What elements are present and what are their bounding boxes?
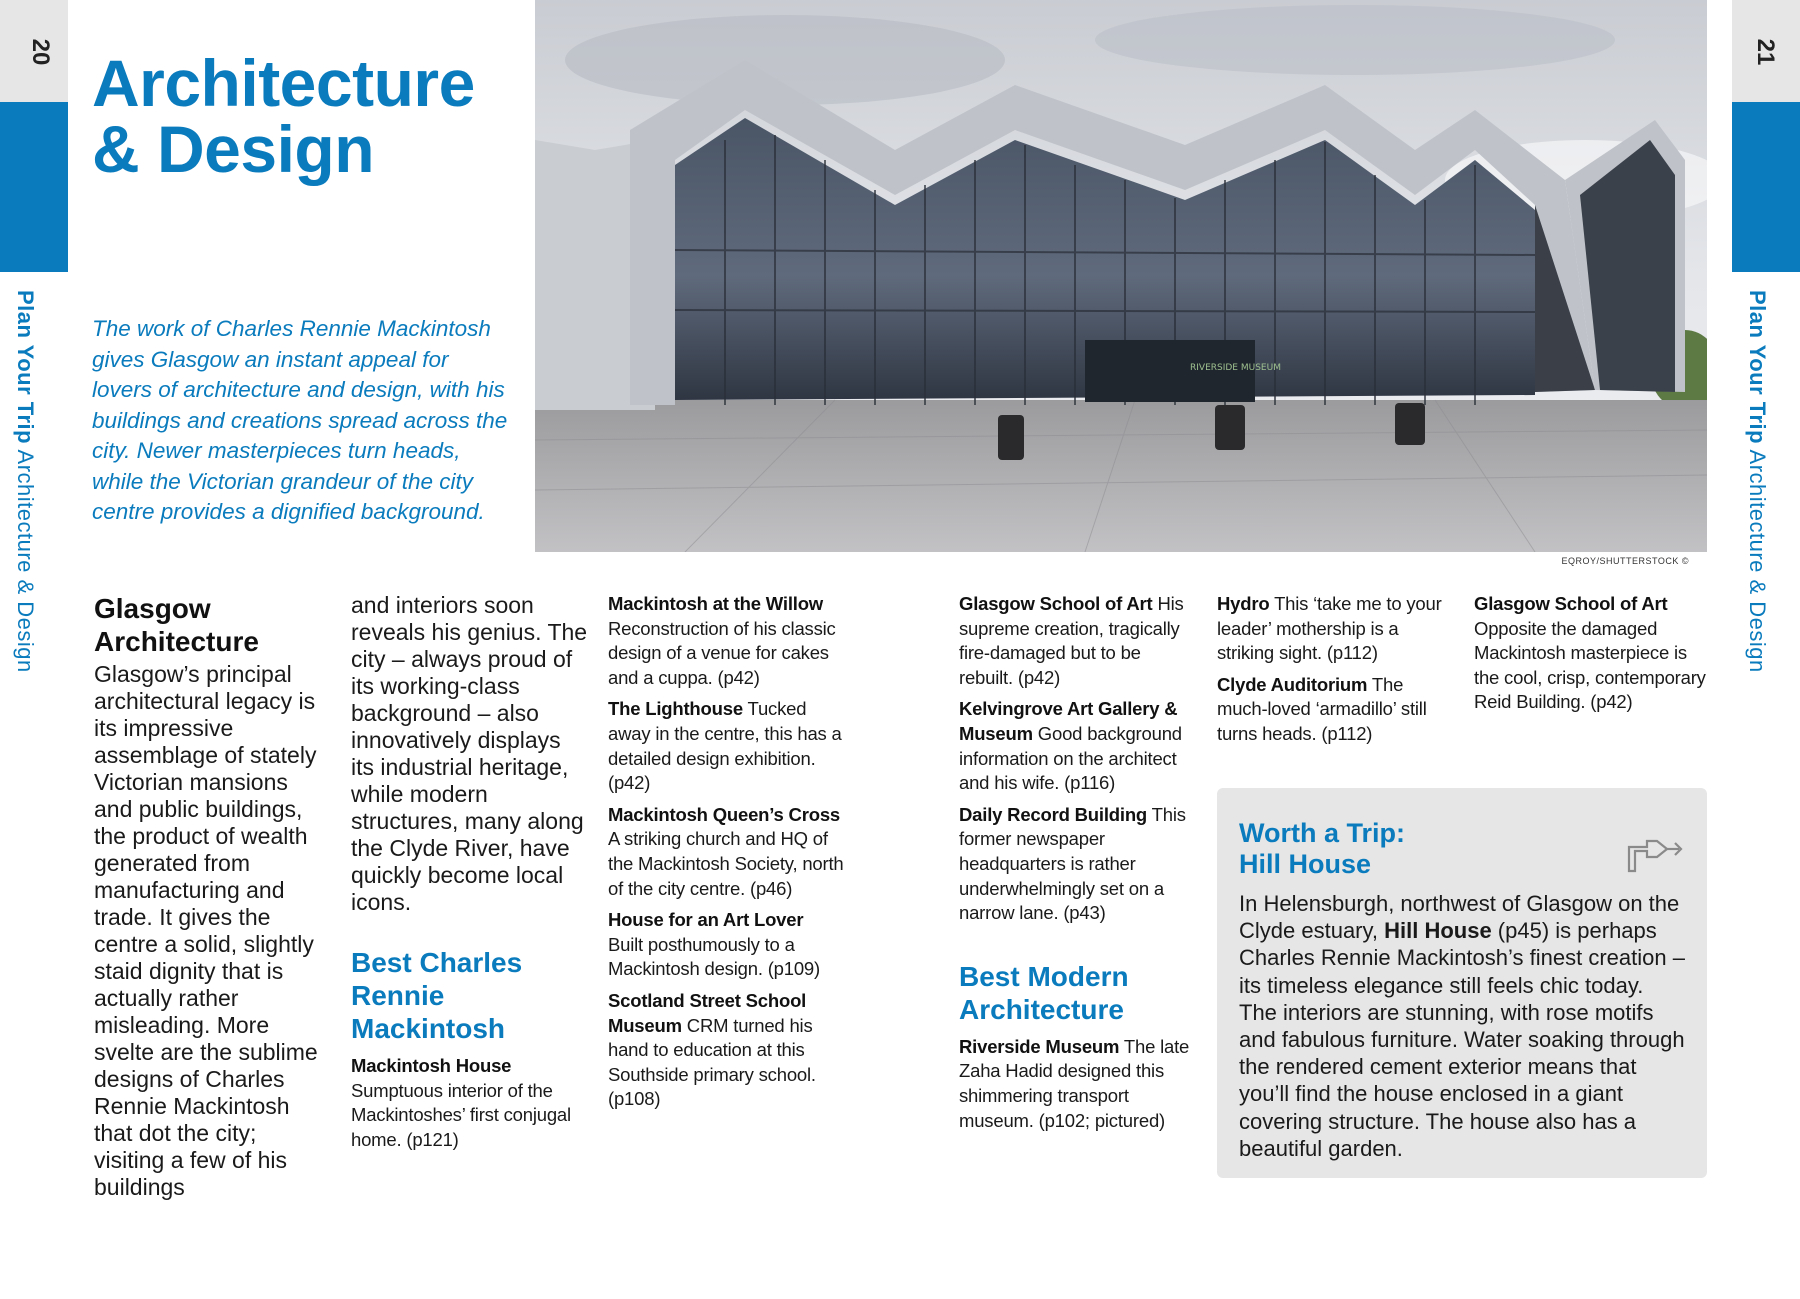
column-4 xyxy=(959,592,1199,1140)
list-item xyxy=(608,697,848,795)
column-2 xyxy=(351,592,589,1159)
entry-name: Mackintosh Queen’s Cross xyxy=(608,803,840,825)
entry-name: Kelvingrove Art Gallery & Museum xyxy=(959,698,1178,744)
list-item xyxy=(959,592,1199,690)
entry-desc: The late Zaha Hadid designed this shimmering transport museum. (p102; pictured) xyxy=(959,1035,1190,1131)
right-color-tab xyxy=(1732,102,1800,272)
column-5 xyxy=(1217,592,1455,754)
list-item xyxy=(959,1035,1199,1133)
hill-house-bold: Hill House xyxy=(1384,918,1492,944)
entry-desc: Tucked away in the centre, this has a detailed design exhibition. (p42) xyxy=(608,698,842,794)
left-side-running-head xyxy=(12,290,38,673)
right-chapter-label: Architecture & Design xyxy=(1745,449,1770,673)
entry-desc: Sumptuous interior of the Mackintoshes’ first conjugal home. (p121) xyxy=(351,1079,571,1150)
list-item xyxy=(1217,673,1455,747)
entry-desc: This former newspaper headquarters is rather underwhelmingly set on a narrow lane. (p43) xyxy=(959,803,1186,924)
list-item xyxy=(608,592,848,690)
list-item xyxy=(608,803,848,901)
list-item xyxy=(351,1054,589,1152)
entry-name: Mackintosh House xyxy=(351,1055,512,1076)
entry-name: House for an Art Lover xyxy=(608,909,804,931)
column-6 xyxy=(1474,592,1706,722)
entry-desc: Reconstruction of his classic design of a venue for cakes and a cuppa. (p42) xyxy=(608,617,836,688)
list-item xyxy=(1217,592,1455,666)
detour-arrow-icon xyxy=(1627,833,1685,878)
entry-desc: The much-loved ‘armadillo’ still turns heads. (p112) xyxy=(1217,673,1427,744)
right-side-running-head xyxy=(1744,290,1770,673)
entry-name: Clyde Auditorium xyxy=(1217,673,1368,695)
entry-name: Mackintosh at the Willow xyxy=(608,593,823,614)
entry-desc: CRM turned his hand to education at this Southside primary school. (p108) xyxy=(608,1014,816,1110)
entry-desc: A striking church and HQ of the Mackintosh Society, north of the city centre. (p46) xyxy=(608,828,844,899)
list-item xyxy=(959,803,1199,926)
glasgow-architecture-heading: Glasgow Architecture xyxy=(94,593,259,657)
worth-a-trip-heading xyxy=(1239,818,1685,880)
worth-a-trip-heading-line-1: Worth a Trip: xyxy=(1239,818,1405,848)
entry-name: Scotland Street School Museum xyxy=(608,989,807,1036)
left-section-label: Plan Your Trip xyxy=(13,290,38,445)
entry-desc: Good background information on the architect and his wife. (p116) xyxy=(959,722,1182,794)
list-item xyxy=(608,989,848,1112)
entry-desc: Opposite the damaged Mackintosh masterpiece is the cool, crisp, contemporary Reid Building. (p42) xyxy=(1474,617,1706,713)
page-title xyxy=(92,46,512,186)
title-line-2: & Design xyxy=(92,112,375,186)
right-section-label: Plan Your Trip xyxy=(1745,290,1770,445)
right-page-number: 21 xyxy=(1752,38,1779,66)
glasgow-architecture-text-part2: and interiors soon reveals his genius. The city – always proud of its working-class background – also innovatively displays its industrial heritage, while modern structures, many along the Clyde River, have quickly become local icons. xyxy=(351,592,588,915)
best-mackintosh-heading: Best Charles Rennie Mackintosh xyxy=(351,947,523,1044)
entry-name: The Lighthouse xyxy=(608,698,743,720)
left-page-number: 20 xyxy=(27,38,54,66)
glasgow-architecture-text-part1: Glasgow’s principal architectural legacy is its impressive assemblage of stately Victorian mansions and public buildings, the product of wealth generated from manufacturing and trade. It gives the centre a solid, slightly staid dignity that is actually rather misleading. More svelte are the sublime designs of Charles Rennie Mackintosh that dot the city; visiting a few of his buildings xyxy=(94,661,318,1200)
entry-name: Glasgow School of Art xyxy=(959,593,1153,614)
entry-desc: This ‘take me to your leader’ mothership is a striking sight. (p112) xyxy=(1217,593,1442,664)
photo-credit: EQROY/SHUTTERSTOCK © xyxy=(1561,556,1689,566)
list-item xyxy=(959,697,1199,795)
entry-name: Daily Record Building xyxy=(959,803,1148,825)
worth-a-trip-text xyxy=(1239,890,1685,1162)
best-modern-heading: Best Modern Architecture xyxy=(959,960,1129,1025)
column-1 xyxy=(94,592,326,1201)
entry-desc: His supreme creation, tragically fire-damaged but to be rebuilt. (p42) xyxy=(959,593,1184,688)
entry-name: Riverside Museum xyxy=(959,1035,1120,1057)
left-color-tab xyxy=(0,102,68,272)
worth-a-trip-text-before: In Helensburgh, northwest of Glasgow on the Clyde estuary, xyxy=(1239,891,1680,944)
worth-a-trip-box xyxy=(1217,788,1707,1178)
riverside-museum-photo xyxy=(535,0,1707,552)
entry-name: Hydro xyxy=(1217,593,1270,614)
museum-sign: RIVERSIDE MUSEUM xyxy=(1190,363,1281,373)
list-item xyxy=(1474,592,1706,715)
entry-desc: Built posthumously to a Mackintosh design. (p109) xyxy=(608,933,820,980)
left-chapter-label: Architecture & Design xyxy=(13,449,38,673)
title-line-1: Architecture xyxy=(92,46,475,120)
worth-a-trip-text-after: (p45) is perhaps Charles Rennie Mackintosh’s finest creation – its timeless elegance still feels chic today. The interiors are stunning, with rose motifs and fabulous furniture. Water soaking through the rendered cement exterior means that you’ll find the house enclosed in a giant covering structure. The house also has a beautiful garden. xyxy=(1239,918,1685,1161)
list-item xyxy=(608,908,848,982)
worth-a-trip-heading-line-2: Hill House xyxy=(1239,849,1372,879)
column-3 xyxy=(608,592,848,1119)
entry-name: Glasgow School of Art xyxy=(1474,593,1668,614)
intro-paragraph: The work of Charles Rennie Mackintosh gives Glasgow an instant appeal for lovers of architecture and design, with his buildings and creations spread across the city. Newer masterpieces turn heads, while the Victorian grandeur of the city centre provides a dignified background. xyxy=(92,316,508,524)
